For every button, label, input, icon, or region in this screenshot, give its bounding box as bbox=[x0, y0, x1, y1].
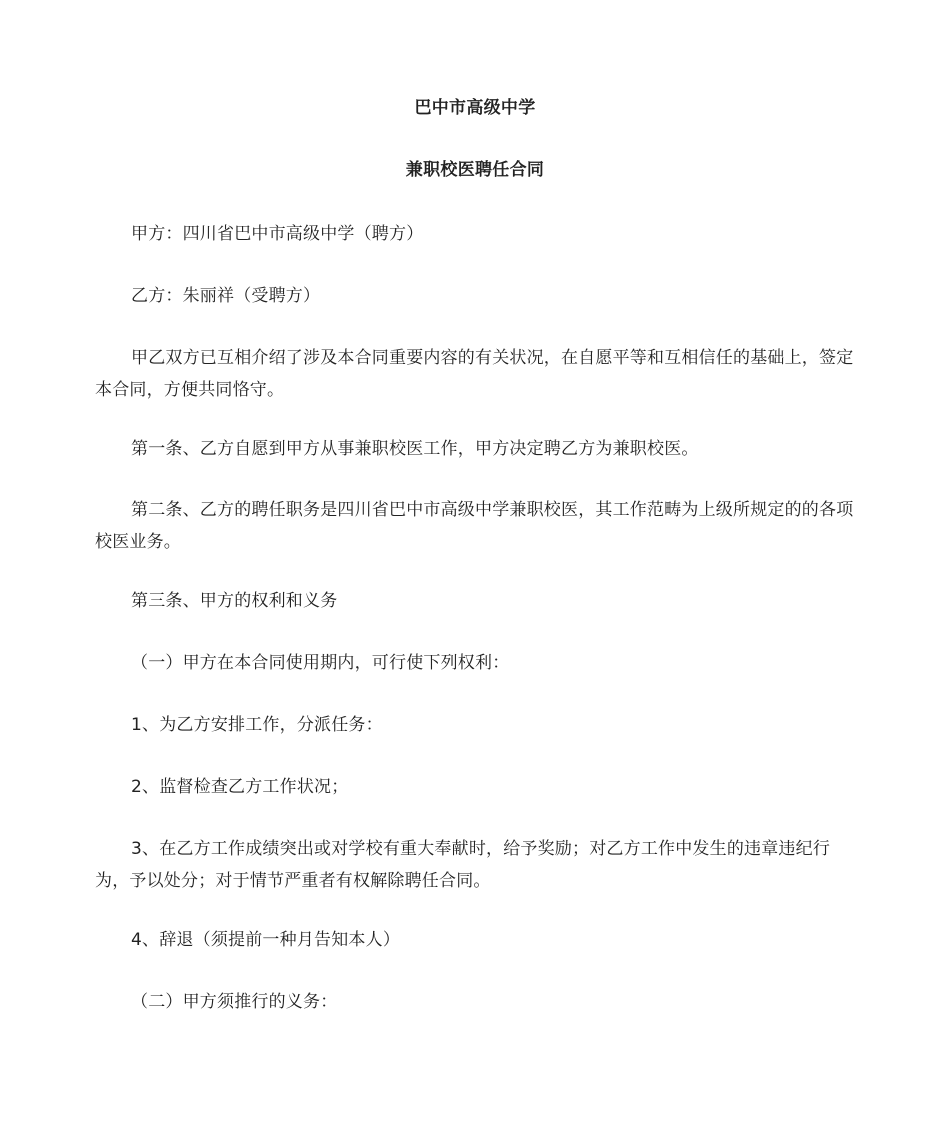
article-3-heading: 第三条、甲方的权利和义务 bbox=[131, 591, 338, 611]
list-item-4: 4、辞退（须提前一种月告知本人） bbox=[131, 930, 401, 950]
document-title: 巴中市高级中学 bbox=[414, 98, 536, 118]
list-item-3: 3、在乙方工作成绩突出或对学校有重大奉献时，给予奖励；对乙方工作中发生的违章违纪行为，予以处分；对于情节严重者有权解除聘任合同。 bbox=[95, 839, 831, 891]
list-item-1: 1、为乙方安排工作，分派任务： bbox=[131, 715, 383, 735]
list-item-2: 2、监督检查乙方工作状况； bbox=[131, 777, 349, 797]
article-2: 第二条、乙方的聘任职务是四川省巴中市高级中学兼职校医，其工作范畴为上级所规定的的各项校医业务。 bbox=[95, 500, 854, 552]
section-2-heading: （二）甲方须推行的义务： bbox=[131, 992, 338, 1012]
document-subtitle: 兼职校医聘任合同 bbox=[405, 160, 545, 180]
party-b-line: 乙方：朱丽祥（受聘方） bbox=[131, 286, 321, 306]
section-1-heading: （一）甲方在本合同使用期内，可行使下列权利： bbox=[131, 653, 510, 673]
article-1: 第一条、乙方自愿到甲方从事兼职校医工作，甲方决定聘乙方为兼职校医。 bbox=[131, 439, 699, 459]
party-a-line: 甲方：四川省巴中市高级中学（聘方） bbox=[131, 224, 424, 244]
intro-paragraph: 甲乙双方已互相介绍了涉及本合同重要内容的有关状况，在自愿平等和互相信任的基础上，签定本合同，方便共同恪守。 bbox=[95, 348, 854, 400]
